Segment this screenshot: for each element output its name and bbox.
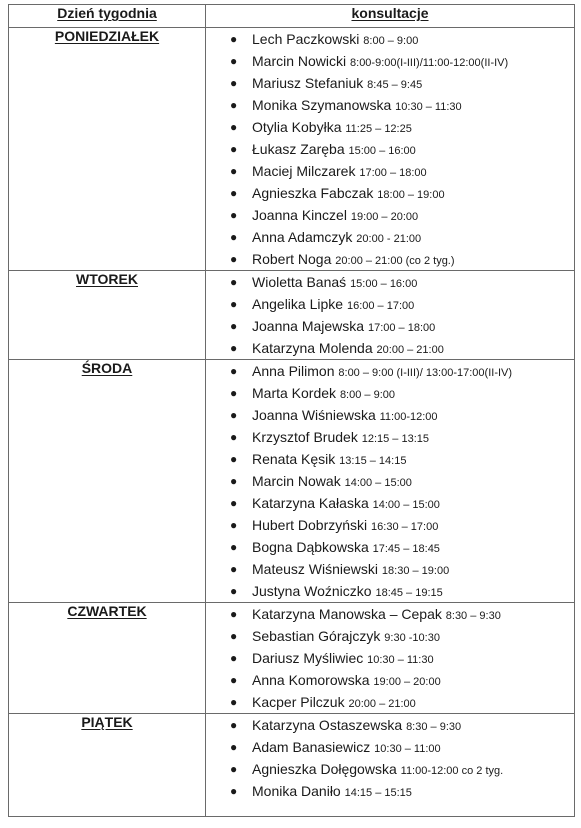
list-item — [226, 50, 574, 72]
bullet-icon: ● — [230, 584, 238, 598]
list-item — [226, 714, 574, 736]
consultation-time: 20:00 – 21:00 — [348, 698, 416, 710]
consultation-time: 13:15 – 14:15 — [339, 455, 407, 467]
bullet-icon: ● — [230, 629, 238, 643]
consultation-time: 10:30 – 11:30 — [367, 654, 434, 666]
teacher-name: Katarzyna Manowska – Cepak — [252, 606, 442, 622]
consultation-time: 20:00 – 21:00 — [376, 344, 444, 356]
consultation-time: 8:30 – 9:30 — [445, 610, 501, 622]
teacher-name: Bogna Dąbkowska — [252, 539, 369, 555]
bullet-icon: ● — [230, 540, 238, 554]
bullet-icon: ● — [230, 364, 238, 378]
consultation-list — [206, 603, 574, 713]
teacher-name: Renata Kęsik — [252, 451, 336, 467]
list-item — [226, 94, 574, 116]
teacher-name: Maciej Milczarek — [252, 163, 356, 179]
consultation-time: 17:00 – 18:00 — [359, 167, 427, 179]
list-item — [226, 625, 574, 647]
consultation-cell — [206, 28, 575, 271]
consultation-column-header: konsultacje — [206, 5, 575, 28]
consultation-time: 11:25 – 12:25 — [345, 123, 412, 135]
day-column-header: Dzień tygodnia — [9, 5, 206, 28]
consultation-time: 11:00-12:00 — [379, 411, 438, 423]
consultation-time: 14:00 – 15:00 — [372, 499, 440, 511]
list-item — [226, 492, 574, 514]
bullet-icon: ● — [230, 718, 238, 732]
day-row — [9, 603, 575, 714]
teacher-name: Anna Pilimon — [252, 363, 335, 379]
list-item — [226, 426, 574, 448]
consultation-time: 8:00-9:00(I-III)/11:00-12:00(II-IV) — [350, 57, 509, 69]
table-body — [9, 28, 575, 817]
teacher-name: Joanna Wiśniewska — [252, 407, 376, 423]
list-item — [226, 780, 574, 802]
list-item — [226, 271, 574, 293]
teacher-name: Adam Banasiewicz — [252, 739, 371, 755]
teacher-name: Dariusz Myśliwiec — [252, 650, 364, 666]
bullet-icon: ● — [230, 208, 238, 222]
list-item — [226, 28, 574, 50]
bullet-icon: ● — [230, 651, 238, 665]
list-item — [226, 226, 574, 248]
list-item — [226, 448, 574, 470]
bullet-icon: ● — [230, 784, 238, 798]
consultation-time: 12:15 – 13:15 — [361, 433, 430, 445]
list-item — [226, 116, 574, 138]
bullet-icon: ● — [230, 120, 238, 134]
consultation-time: 10:30 – 11:30 — [395, 101, 462, 113]
teacher-name: Katarzyna Molenda — [252, 340, 373, 356]
teacher-name: Mateusz Wiśniewski — [252, 561, 379, 577]
teacher-name: Agnieszka Dołęgowska — [252, 761, 397, 777]
day-cell — [9, 28, 206, 271]
teacher-name: Angelika Lipke — [252, 296, 344, 312]
consultation-time: 8:30 – 9:30 — [406, 721, 462, 733]
bullet-icon: ● — [230, 230, 238, 244]
day-cell — [9, 603, 206, 714]
list-item — [226, 580, 574, 602]
consultation-time: 9:30 -10:30 — [384, 632, 440, 644]
list-item — [226, 248, 574, 270]
list-item — [226, 558, 574, 580]
list-item — [226, 138, 574, 160]
consultation-time: 8:00 – 9:00 — [363, 35, 419, 47]
teacher-name: Monika Szymanowska — [252, 97, 392, 113]
bullet-icon: ● — [230, 762, 238, 776]
teacher-name: Katarzyna Kałaska — [252, 495, 369, 511]
list-item — [226, 182, 574, 204]
teacher-name: Joanna Majewska — [252, 318, 365, 334]
consultation-time: 10:30 – 11:00 — [374, 743, 441, 755]
list-item — [226, 736, 574, 758]
teacher-name: Kacper Pilczuk — [252, 694, 345, 710]
consultation-time: 18:30 – 19:00 — [381, 565, 450, 577]
bullet-icon: ● — [230, 186, 238, 200]
bullet-icon: ● — [230, 386, 238, 400]
teacher-name: Anna Adamczyk — [252, 229, 353, 245]
teacher-name: Monika Daniło — [252, 783, 341, 799]
bullet-icon: ● — [230, 252, 238, 266]
teacher-name: Katarzyna Ostaszewska — [252, 717, 403, 733]
bullet-icon: ● — [230, 695, 238, 709]
consultation-time: 16:00 – 17:00 — [346, 300, 415, 312]
list-item — [226, 293, 574, 315]
consultation-time: 19:00 – 20:00 — [350, 211, 419, 223]
teacher-name: Krzysztof Brudek — [252, 429, 358, 445]
list-item — [226, 160, 574, 182]
teacher-name: Łukasz Zaręba — [252, 141, 345, 157]
consultation-time: 18:00 – 19:00 — [377, 189, 445, 201]
consultation-cell — [206, 360, 575, 603]
bullet-icon: ● — [230, 341, 238, 355]
consultation-time: 15:00 – 16:00 — [348, 145, 416, 157]
consultation-time: 16:30 – 17:00 — [371, 521, 439, 533]
list-item — [226, 758, 574, 780]
list-item — [226, 603, 574, 625]
teacher-name: Anna Komorowska — [252, 672, 370, 688]
consultation-cell — [206, 603, 575, 714]
consultation-list — [206, 28, 574, 270]
day-label: PONIEDZIAŁEK — [54, 28, 160, 44]
day-row — [9, 271, 575, 360]
day-label: WTOREK — [76, 271, 138, 287]
consultation-time: 17:00 – 18:00 — [367, 322, 436, 334]
day-row — [9, 28, 575, 271]
consultation-time: 20:00 - 21:00 — [356, 233, 422, 245]
day-label: CZWARTEK — [67, 603, 147, 619]
bullet-icon: ● — [230, 452, 238, 466]
bullet-icon: ● — [230, 54, 238, 68]
teacher-name: Marcin Nowicki — [252, 53, 347, 69]
consultation-time: 20:00 – 21:00 (co 2 tyg.) — [335, 255, 455, 267]
bullet-icon: ● — [230, 562, 238, 576]
teacher-name: Marta Kordek — [252, 385, 337, 401]
day-label: ŚRODA — [81, 360, 133, 376]
teacher-name: Sebastian Górajczyk — [252, 628, 381, 644]
list-item — [226, 204, 574, 226]
day-cell — [9, 360, 206, 603]
consultation-time: 8:45 – 9:45 — [367, 79, 423, 91]
teacher-name: Mariusz Stefaniuk — [252, 75, 364, 91]
bullet-icon: ● — [230, 297, 238, 311]
teacher-name: Hubert Dobrzyński — [252, 517, 368, 533]
teacher-name: Otylia Kobyłka — [252, 119, 342, 135]
consultation-time: 19:00 – 20:00 — [373, 676, 441, 688]
list-item — [226, 360, 574, 382]
bullet-icon: ● — [230, 518, 238, 532]
bullet-icon: ● — [230, 673, 238, 687]
bullet-icon: ● — [230, 76, 238, 90]
bullet-icon: ● — [230, 319, 238, 333]
list-item — [226, 691, 574, 713]
consultation-list — [206, 271, 574, 359]
blank-space — [206, 802, 574, 816]
list-item — [226, 404, 574, 426]
consultation-time: 14:15 – 15:15 — [344, 787, 412, 799]
day-cell — [9, 271, 206, 360]
table-header-row — [9, 5, 575, 28]
bullet-icon: ● — [230, 275, 238, 289]
teacher-name: Justyna Woźniczko — [252, 583, 372, 599]
list-item — [226, 536, 574, 558]
consultation-time: 18:45 – 19:15 — [375, 587, 443, 599]
bullet-icon: ● — [230, 496, 238, 510]
bullet-icon: ● — [230, 32, 238, 46]
list-item — [226, 470, 574, 492]
teacher-name: Lech Paczkowski — [252, 31, 360, 47]
teacher-name: Marcin Nowak — [252, 473, 341, 489]
consultation-list — [206, 714, 574, 802]
bullet-icon: ● — [230, 142, 238, 156]
consultation-table — [8, 4, 575, 817]
bullet-icon: ● — [230, 607, 238, 621]
consultation-time: 17:45 – 18:45 — [372, 543, 440, 555]
day-cell — [9, 714, 206, 817]
bullet-icon: ● — [230, 474, 238, 488]
list-item — [226, 72, 574, 94]
list-item — [226, 337, 574, 359]
list-item — [226, 647, 574, 669]
bullet-icon: ● — [230, 430, 238, 444]
consultation-time: 8:00 – 9:00 (I-III)/ 13:00-17:00(II-IV) — [338, 367, 513, 379]
consultation-cell — [206, 714, 575, 817]
teacher-name: Robert Noga — [252, 251, 332, 267]
day-label: PIĄTEK — [81, 714, 133, 730]
list-item — [226, 514, 574, 536]
bullet-icon: ● — [230, 740, 238, 754]
consultation-list — [206, 360, 574, 602]
consultation-time: 8:00 – 9:00 — [339, 389, 395, 401]
teacher-name: Joanna Kinczel — [252, 207, 347, 223]
list-item — [226, 382, 574, 404]
teacher-name: Agnieszka Fabczak — [252, 185, 374, 201]
list-item — [226, 669, 574, 691]
bullet-icon: ● — [230, 408, 238, 422]
consultation-cell — [206, 271, 575, 360]
day-row — [9, 360, 575, 603]
consultation-time: 15:00 – 16:00 — [350, 278, 418, 290]
list-item — [226, 315, 574, 337]
day-row — [9, 714, 575, 817]
bullet-icon: ● — [230, 98, 238, 112]
bullet-icon: ● — [230, 164, 238, 178]
consultation-time: 11:00-12:00 co 2 tyg. — [400, 765, 504, 777]
teacher-name: Wioletta Banaś — [252, 274, 347, 290]
consultation-time: 14:00 – 15:00 — [344, 477, 412, 489]
